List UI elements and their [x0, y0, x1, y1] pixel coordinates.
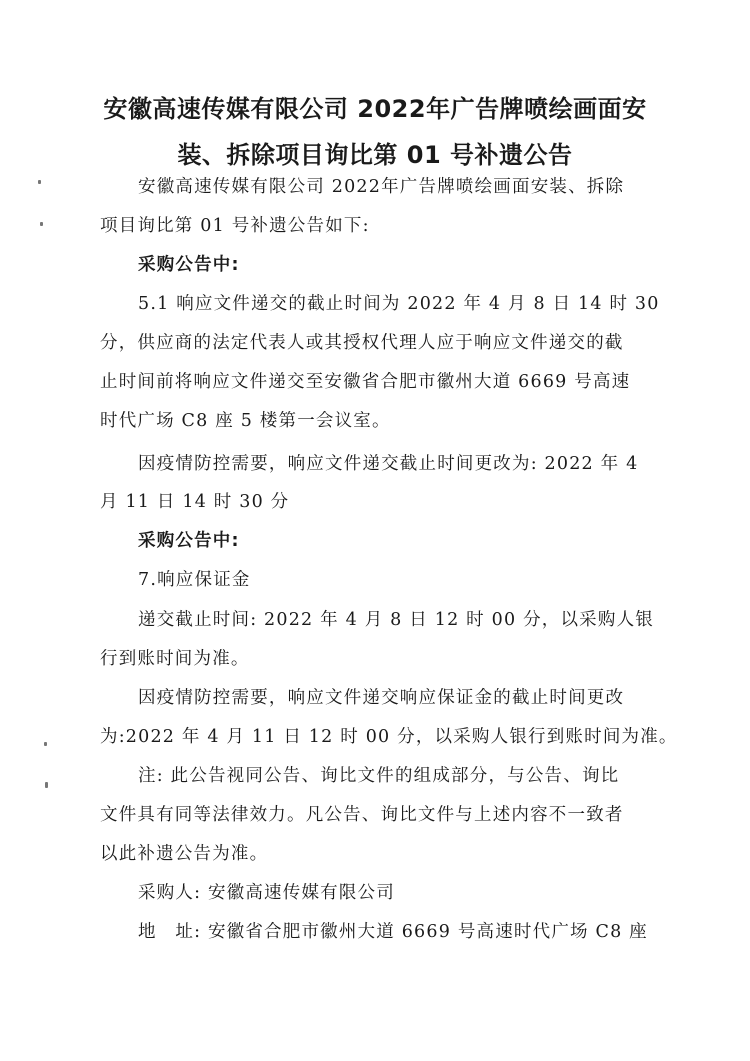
- body-line: 月 11 日 14 时 30 分: [100, 492, 290, 512]
- body-line: 因疫情防控需要，响应文件递交截止时间更改为: 2022 年 4: [138, 454, 639, 474]
- body-line: 采购人: 安徽高速传媒有限公司: [138, 883, 395, 903]
- body-line: 为:2022 年 4 月 11 日 12 时 00 分，以采购人银行到账时间为准。: [100, 727, 678, 747]
- body-line: 行到账时间为准。: [100, 649, 250, 669]
- title-line-2: 装、拆除项目询比第 01 号补遗公告: [177, 141, 573, 169]
- body-line: 5.1 响应文件递交的截止时间为 2022 年 4 月 8 日 14 时 30: [138, 294, 660, 314]
- body-line: 地 址: 安徽省合肥市徽州大道 6669 号高速时代广场 C8 座: [138, 922, 648, 942]
- body-line: 止时间前将响应文件递交至安徽省合肥市徽州大道 6669 号高速: [100, 372, 631, 392]
- body-line: 以此补遗公告为准。: [100, 844, 269, 864]
- body-line: 时代广场 C8 座 5 楼第一会议室。: [100, 411, 391, 431]
- body-line: 因疫情防控需要，响应文件递交响应保证金的截止时间更改: [138, 688, 625, 708]
- body-line: 注: 此公告视同公告、询比文件的组成部分，与公告、询比: [138, 766, 620, 786]
- body-line: 递交截止时间: 2022 年 4 月 8 日 12 时 00 分，以采购人银: [138, 610, 654, 630]
- title-line-1: 安徽高速传媒有限公司 2022年广告牌喷绘画面安: [103, 95, 647, 123]
- section-heading: 采购公告中:: [138, 531, 240, 551]
- section-heading: 采购公告中:: [138, 255, 240, 275]
- scan-speck: [44, 742, 47, 746]
- body-line: 项目询比第 01 号补遗公告如下:: [100, 216, 370, 236]
- scan-speck: [38, 180, 41, 184]
- document-title: [60, 86, 690, 178]
- body-line: 分，供应商的法定代表人或其授权代理人应于响应文件递交的截: [100, 333, 624, 353]
- scan-speck: [45, 782, 48, 788]
- body-line: 7.响应保证金: [138, 570, 251, 590]
- scan-speck: [40, 222, 43, 226]
- body-line: 安徽高速传媒有限公司 2022年广告牌喷绘画面安装、拆除: [138, 177, 625, 197]
- body-line: 文件具有同等法律效力。凡公告、询比文件与上述内容不一致者: [100, 805, 624, 825]
